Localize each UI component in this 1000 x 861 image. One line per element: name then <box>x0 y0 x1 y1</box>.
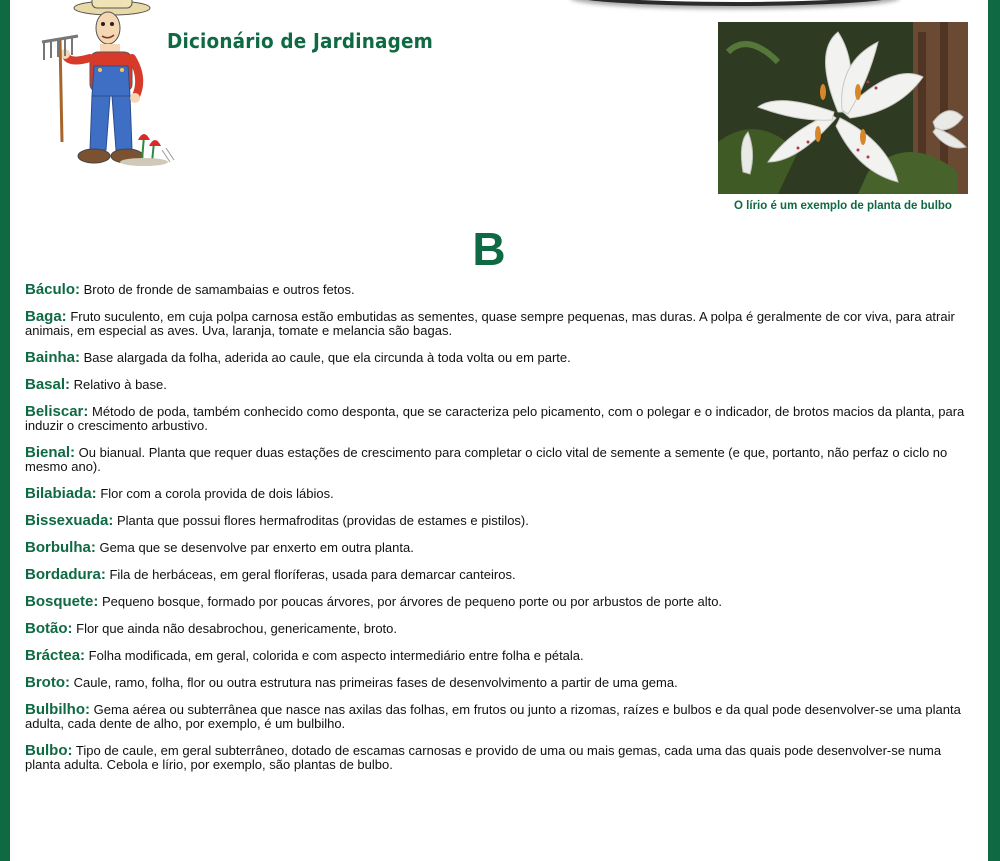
glossary-entry <box>25 703 970 731</box>
section-letter: B <box>472 223 506 275</box>
glossary-entry <box>25 446 970 474</box>
entry-definition: Fila de herbáceas, em geral floríferas, usada para demarcar canteiros. <box>109 567 516 582</box>
entry-definition: Flor que ainda não desabrochou, genericamente, broto. <box>76 621 398 636</box>
entry-definition: Tipo de caule, em geral subterrâneo, dotado de escamas carnosas e provido de uma ou mais gemas, cada uma das quais pode desenvolver-se numa planta adulta. Cebola e lírio, por exemplo, são plantas de bulbo. <box>25 743 942 772</box>
entry-term: Baga: <box>25 308 67 325</box>
glossary-entry <box>25 744 970 772</box>
entry-term: Bordadura: <box>25 566 106 583</box>
glossary-entry <box>25 514 970 528</box>
entry-term: Broto: <box>25 674 70 691</box>
photo-caption: O lírio é um exemplo de planta de bulbo <box>734 200 952 212</box>
entry-term: Bissexuada: <box>25 512 114 529</box>
entry-term: Botão: <box>25 620 73 637</box>
glossary-entry <box>25 676 970 690</box>
entry-term: Bainha: <box>25 349 81 366</box>
entry-term: Bienal: <box>25 444 76 461</box>
lily-photo <box>718 22 968 194</box>
glossary-entry <box>25 378 970 392</box>
content-panel <box>10 0 988 861</box>
entry-definition: Gema aérea ou subterrânea que nasce nas axilas das folhas, em frutos ou junto a rizomas, raízes e bulbos e da qual pode desenvolver-se uma planta adulta, cada dente de alho, por exemplo, é um bulbilho. <box>25 702 961 731</box>
glossary-entry <box>25 283 970 297</box>
entry-term: Bilabiada: <box>25 485 97 502</box>
entry-definition: Caule, ramo, folha, flor ou outra estrutura nas primeiras fases de desenvolvimento a partir de uma gema. <box>73 675 678 690</box>
glossary-entry <box>25 310 970 338</box>
glossary-entry <box>25 622 970 636</box>
entry-term: Basal: <box>25 376 71 393</box>
site-title: Dicionário de Jardinagem <box>167 29 434 53</box>
entry-term: Borbulha: <box>25 539 96 556</box>
entry-definition: Fruto suculento, em cuja polpa carnosa estão embutidas as sementes, quase sempre pequenas, mas duras. A polpa é geralmente de cor viva, para atrair animais, em especial as aves. Uva, laranja, tomate e melancia são bagas. <box>25 309 955 338</box>
lily-figure <box>718 22 968 212</box>
entry-term: Beliscar: <box>25 403 89 420</box>
glossary-list <box>25 283 970 785</box>
entry-term: Báculo: <box>25 281 81 298</box>
glossary-entry <box>25 649 970 663</box>
entry-definition: Planta que possui flores hermafroditas (providas de estames e pistilos). <box>117 513 529 528</box>
entry-definition: Folha modificada, em geral, colorida e com aspecto intermediário entre folha e pétala. <box>88 648 584 663</box>
entry-term: Bráctea: <box>25 647 86 664</box>
entry-definition: Gema que se desenvolve par enxerto em outra planta. <box>99 540 414 555</box>
glossary-entry <box>25 541 970 555</box>
entry-definition: Broto de fronde de samambaias e outros fetos. <box>83 282 355 297</box>
entry-definition: Base alargada da folha, aderida ao caule, que ela circunda à toda volta ou em parte. <box>83 350 571 365</box>
entry-definition: Pequeno bosque, formado por poucas árvores, por árvores de pequeno porte ou por arbustos de porte alto. <box>101 594 723 609</box>
entry-definition: Flor com a corola provida de dois lábios. <box>100 486 334 501</box>
glossary-entry <box>25 405 970 433</box>
entry-definition: Ou bianual. Planta que requer duas estações de crescimento para completar o ciclo vital de semente a semente (e que, portanto, não perfaz o ciclo no mesmo ano). <box>25 445 948 474</box>
gardener-mascot-illustration <box>32 0 177 175</box>
glossary-entry <box>25 487 970 501</box>
glossary-entry <box>25 351 970 365</box>
entry-definition: Método de poda, também conhecido como desponta, que se caracteriza pelo picamento, com o polegar e o indicador, de brotos macios da planta, para induzir o crescimento arbustivo. <box>25 404 965 433</box>
glossary-entry <box>25 595 970 609</box>
entry-term: Bulbilho: <box>25 701 90 718</box>
entry-term: Bosquete: <box>25 593 99 610</box>
entry-definition: Relativo à base. <box>73 377 167 392</box>
glossary-entry <box>25 568 970 582</box>
entry-term: Bulbo: <box>25 742 73 759</box>
